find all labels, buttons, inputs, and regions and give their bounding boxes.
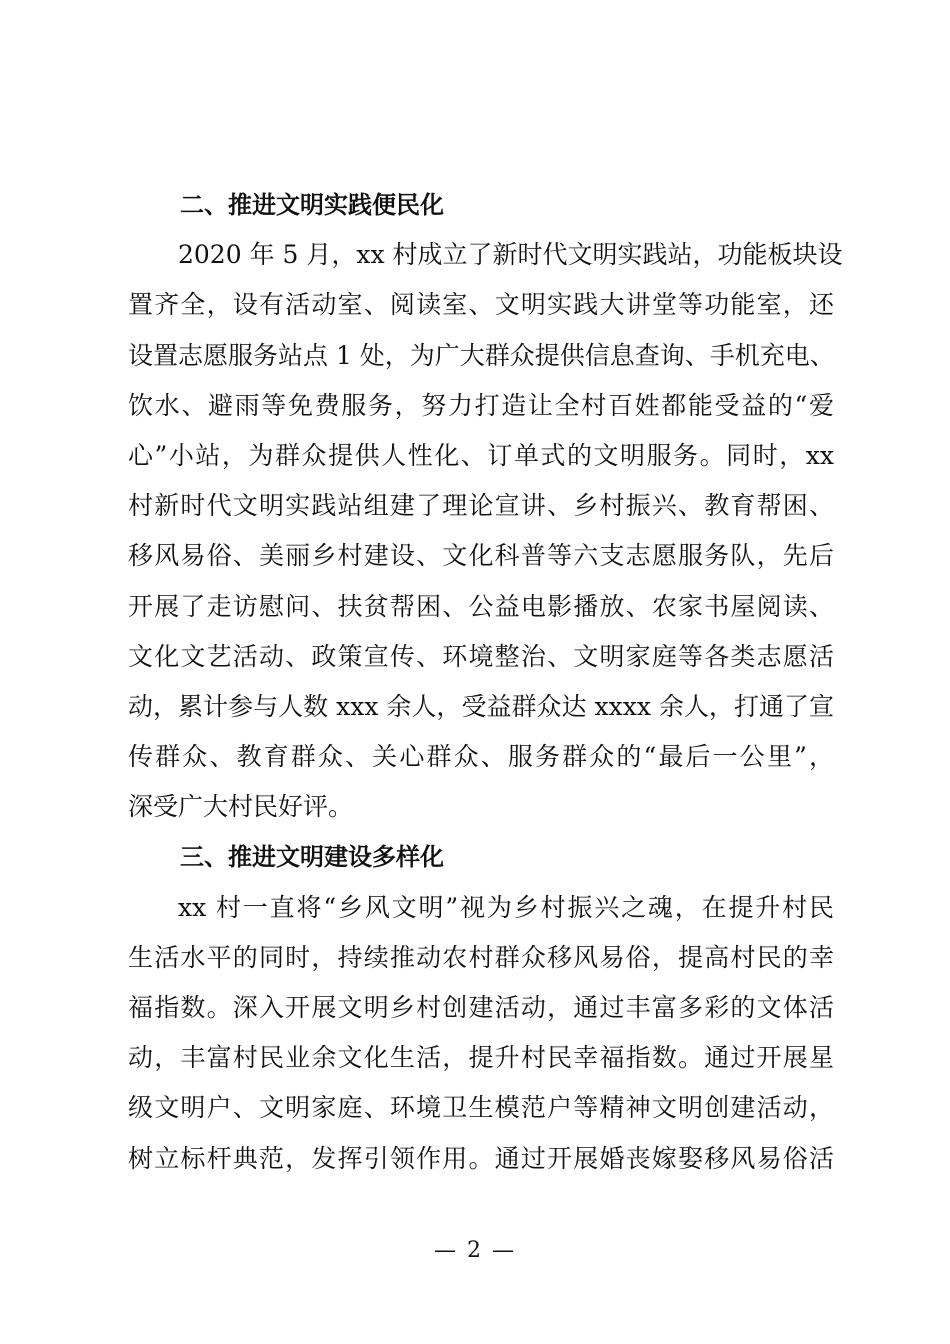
paragraph-line: 动，累计参与人数 xxx 余人，受益群众达 xxxx 余人，打通了宣 bbox=[128, 691, 834, 721]
paragraph-line: 置齐全，设有活动室、阅读室、文明实践大讲堂等功能室，还 bbox=[128, 290, 834, 320]
paragraph-line: 设置志愿服务站点 1 处，为广大群众提供信息查询、手机充电、 bbox=[128, 340, 835, 370]
paragraph-line: 传群众、教育群众、关心群众、服务群众的“最后一公里”， bbox=[128, 742, 834, 772]
paragraph-line: 移风易俗、美丽乡村建设、文化科普等六支志愿服务队，先后 bbox=[128, 541, 834, 571]
paragraph-line: 2020 年 5 月，xx 村成立了新时代文明实践站，功能板块设 bbox=[178, 240, 843, 270]
paragraph-line: 级文明户、文明家庭、环境卫生模范户等精神文明创建活动， bbox=[128, 1093, 834, 1123]
document-body bbox=[128, 180, 843, 1184]
paragraph-line: 深受广大村民好评。 bbox=[128, 792, 354, 822]
paragraph-line: 树立标杆典范，发挥引领作用。通过开展婚丧嫁娶移风易俗活 bbox=[128, 1143, 834, 1173]
paragraph-line: 开展了走访慰问、扶贫帮困、公益电影播放、农家书屋阅读、 bbox=[128, 591, 834, 621]
section-heading: 二、推进文明实践便民化 bbox=[180, 191, 444, 219]
paragraph-line: 福指数。深入开展文明乡村创建活动，通过丰富多彩的文体活 bbox=[128, 993, 834, 1022]
paragraph-line: 文化文艺活动、政策宣传、环境整治、文明家庭等各类志愿活 bbox=[128, 641, 834, 671]
page-number: — 2 — bbox=[434, 1238, 516, 1263]
paragraph-line: 动，丰富村民业余文化生活，提升村民幸福指数。通过开展星 bbox=[128, 1043, 834, 1073]
paragraph-line: xx 村一直将“乡风文明”视为乡村振兴之魂，在提升村民 bbox=[178, 892, 834, 922]
section-heading: 三、推进文明建设多样化 bbox=[180, 843, 444, 872]
paragraph-line: 生活水平的同时，持续推动农村群众移风易俗，提高村民的幸 bbox=[128, 942, 834, 972]
paragraph-line: 饮水、避雨等免费服务，努力打造让全村百姓都能受益的“爱 bbox=[128, 390, 834, 420]
paragraph-line: 村新时代文明实践站组建了理论宣讲、乡村振兴、教育帮困、 bbox=[128, 491, 834, 521]
paragraph-line: 心”小站，为群众提供人性化、订单式的文明服务。同时，xx bbox=[128, 440, 834, 470]
